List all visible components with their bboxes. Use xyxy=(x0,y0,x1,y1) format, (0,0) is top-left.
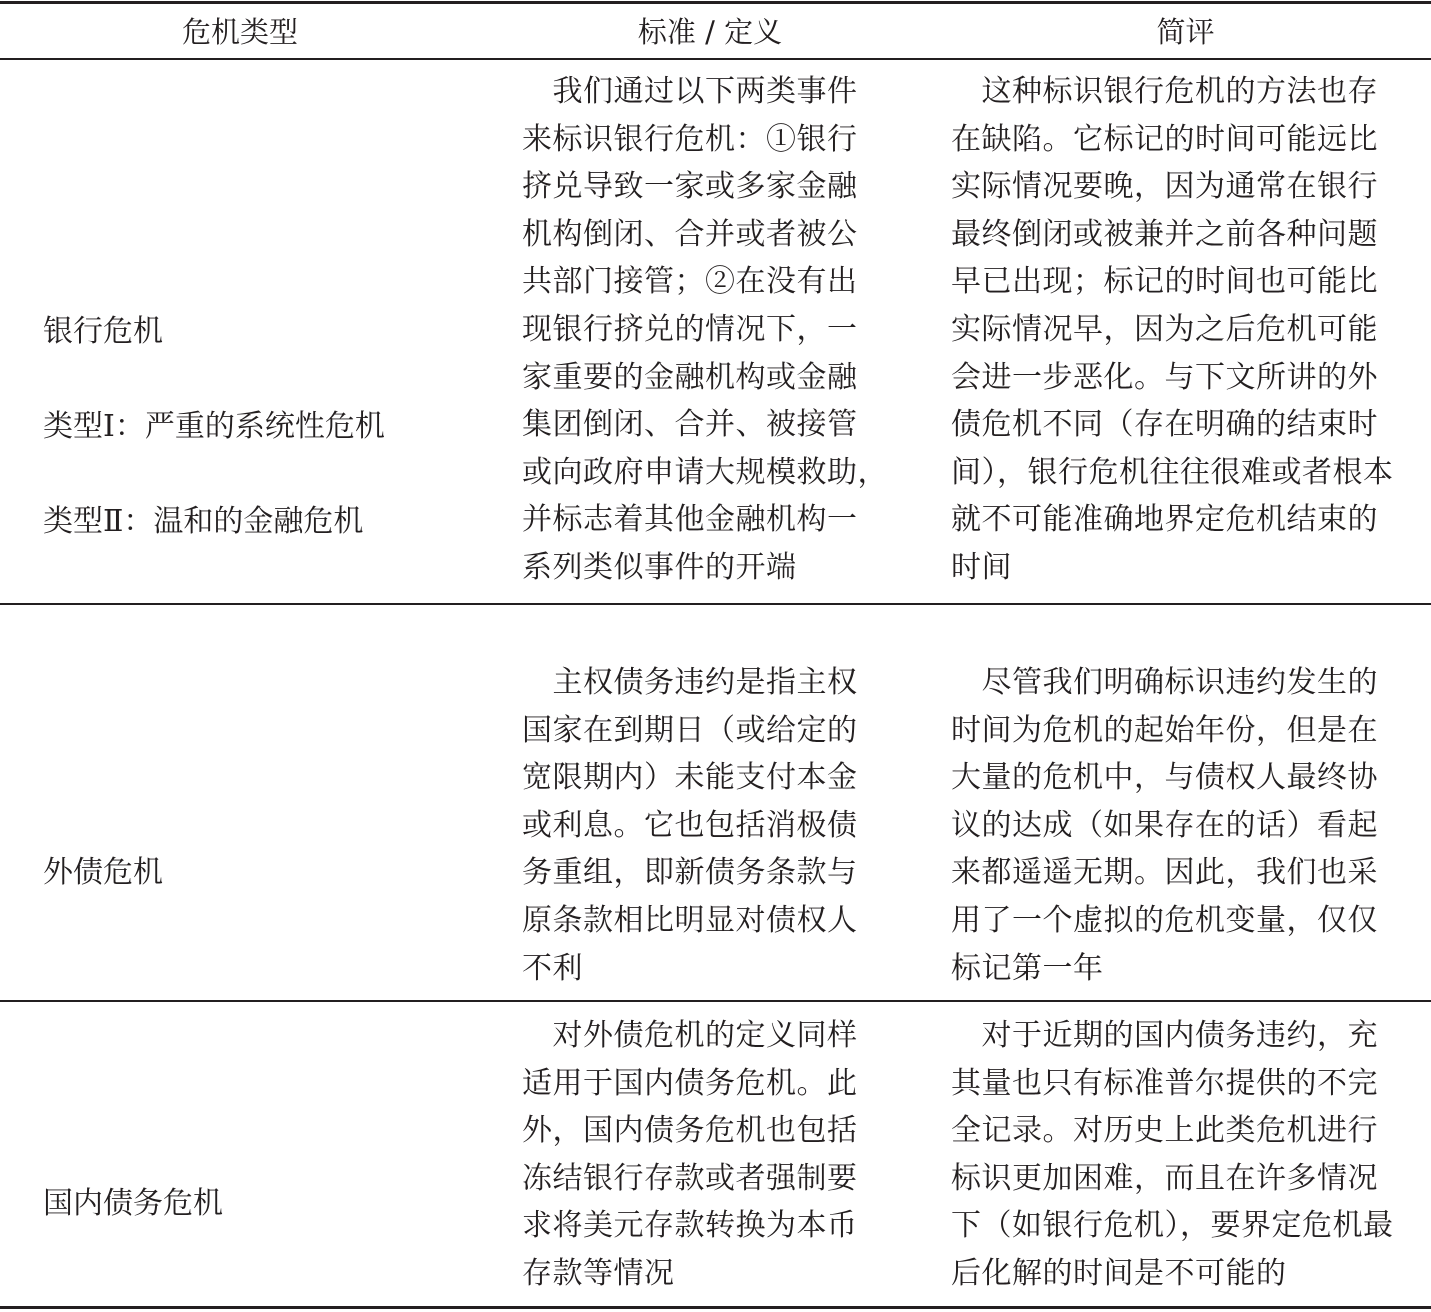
text-line: 或向政府申请大规模救助， xyxy=(522,454,888,490)
header-crisis-type: 危机类型 xyxy=(181,14,298,49)
text-line: 就不可能准确地界定危机结束的 xyxy=(951,502,1378,538)
text-line: 我们通过以下两类事件 xyxy=(522,74,858,109)
text-line: 挤兑导致一家或多家金融 xyxy=(522,169,858,205)
type-line: 类型Ⅱ：温和的金融危机 xyxy=(43,503,364,539)
text-line: 对外债危机的定义同样 xyxy=(522,1018,858,1053)
text-line: 下（如银行危机），要界定危机最 xyxy=(951,1208,1394,1244)
text-line: 实际情况早，因为之后危机可能 xyxy=(951,311,1378,347)
row-external-debt-definition xyxy=(522,659,902,992)
text-line: 并标志着其他金融机构一 xyxy=(522,502,858,538)
text-line: 会进一步恶化。与下文所讲的外 xyxy=(951,359,1378,395)
text-line: 用了一个虚拟的危机变量，仅仅 xyxy=(951,902,1378,938)
text-line: 机构倒闭、合并或者被公 xyxy=(522,216,858,252)
text-line: 实际情况要晚，因为通常在银行 xyxy=(951,169,1378,205)
row-external-debt-type xyxy=(43,801,163,944)
text-line: 标记第一年 xyxy=(951,950,1104,986)
type-line: 类型Ⅰ：严重的系统性危机 xyxy=(43,408,385,444)
text-line: 求将美元存款转换为本币 xyxy=(522,1208,858,1244)
text-line: 大量的危机中，与债权人最终协 xyxy=(951,760,1378,796)
bottom-rule xyxy=(0,1306,1431,1309)
text-line: 冻结银行存款或者强制要 xyxy=(522,1160,858,1196)
text-line: 集团倒闭、合并、被接管 xyxy=(522,407,858,443)
type-line: 银行危机 xyxy=(43,313,163,349)
type-line: 外债危机 xyxy=(43,854,163,890)
text-line: 标识更加困难，而且在许多情况 xyxy=(951,1160,1378,1196)
text-line: 共部门接管；②在没有出 xyxy=(522,264,858,300)
text-line: 主权债务违约是指主权 xyxy=(522,665,858,700)
header-definition: 标准 / 定义 xyxy=(637,14,783,49)
text-line: 在缺陷。它标记的时间可能远比 xyxy=(951,121,1378,157)
text-line: 间），银行危机往往很难或者根本 xyxy=(951,454,1394,490)
row-banking-definition xyxy=(522,68,902,592)
text-line: 尽管我们明确标识违约发生的 xyxy=(951,665,1378,700)
text-line: 其量也只有标准普尔提供的不完 xyxy=(951,1065,1378,1101)
text-line: 议的达成（如果存在的话）看起 xyxy=(951,807,1378,843)
text-line: 最终倒闭或被兼并之前各种问题 xyxy=(951,216,1378,252)
text-line: 现银行挤兑的情况下，一 xyxy=(522,311,858,347)
text-line: 系列类似事件的开端 xyxy=(522,549,797,585)
text-line: 来标识银行危机：①银行 xyxy=(522,121,858,157)
text-line: 来都遥遥无期。因此，我们也采 xyxy=(951,855,1378,891)
row-banking-comment xyxy=(951,68,1421,592)
text-line: 时间 xyxy=(951,549,1012,585)
text-line: 全记录。对历史上此类危机进行 xyxy=(951,1113,1378,1149)
text-line: 家重要的金融机构或金融 xyxy=(522,359,858,395)
header-comment: 简评 xyxy=(1156,14,1215,49)
text-line: 时间为危机的起始年份，但是在 xyxy=(951,712,1378,748)
text-line: 对于近期的国内债务违约，充 xyxy=(951,1018,1378,1053)
row-divider xyxy=(0,1000,1431,1002)
text-line: 不利 xyxy=(522,950,583,986)
text-line: 国家在到期日（或给定的 xyxy=(522,712,858,748)
text-line: 或利息。它也包括消极债 xyxy=(522,807,858,843)
text-line: 宽限期内）未能支付本金 xyxy=(522,760,858,796)
text-line: 存款等情况 xyxy=(522,1255,675,1291)
row-domestic-debt-comment xyxy=(951,1012,1421,1298)
row-domestic-debt-definition xyxy=(522,1012,902,1298)
text-line: 这种标识银行危机的方法也存 xyxy=(951,74,1378,109)
text-line: 外，国内债务危机也包括 xyxy=(522,1113,858,1149)
text-line: 务重组，即新债务条款与 xyxy=(522,855,858,891)
text-line: 后化解的时间是不可能的 xyxy=(951,1255,1287,1291)
text-line: 原条款相比明显对债权人 xyxy=(522,902,858,938)
text-line: 债危机不同（存在明确的结束时 xyxy=(951,407,1378,443)
row-external-debt-comment xyxy=(951,659,1421,992)
text-line: 适用于国内债务危机。此 xyxy=(522,1065,858,1101)
type-line: 国内债务危机 xyxy=(43,1185,223,1221)
row-domestic-debt-type xyxy=(43,1132,223,1275)
row-banking-type xyxy=(43,260,385,593)
row-divider xyxy=(0,603,1431,605)
text-line: 早已出现；标记的时间也可能比 xyxy=(951,264,1378,300)
